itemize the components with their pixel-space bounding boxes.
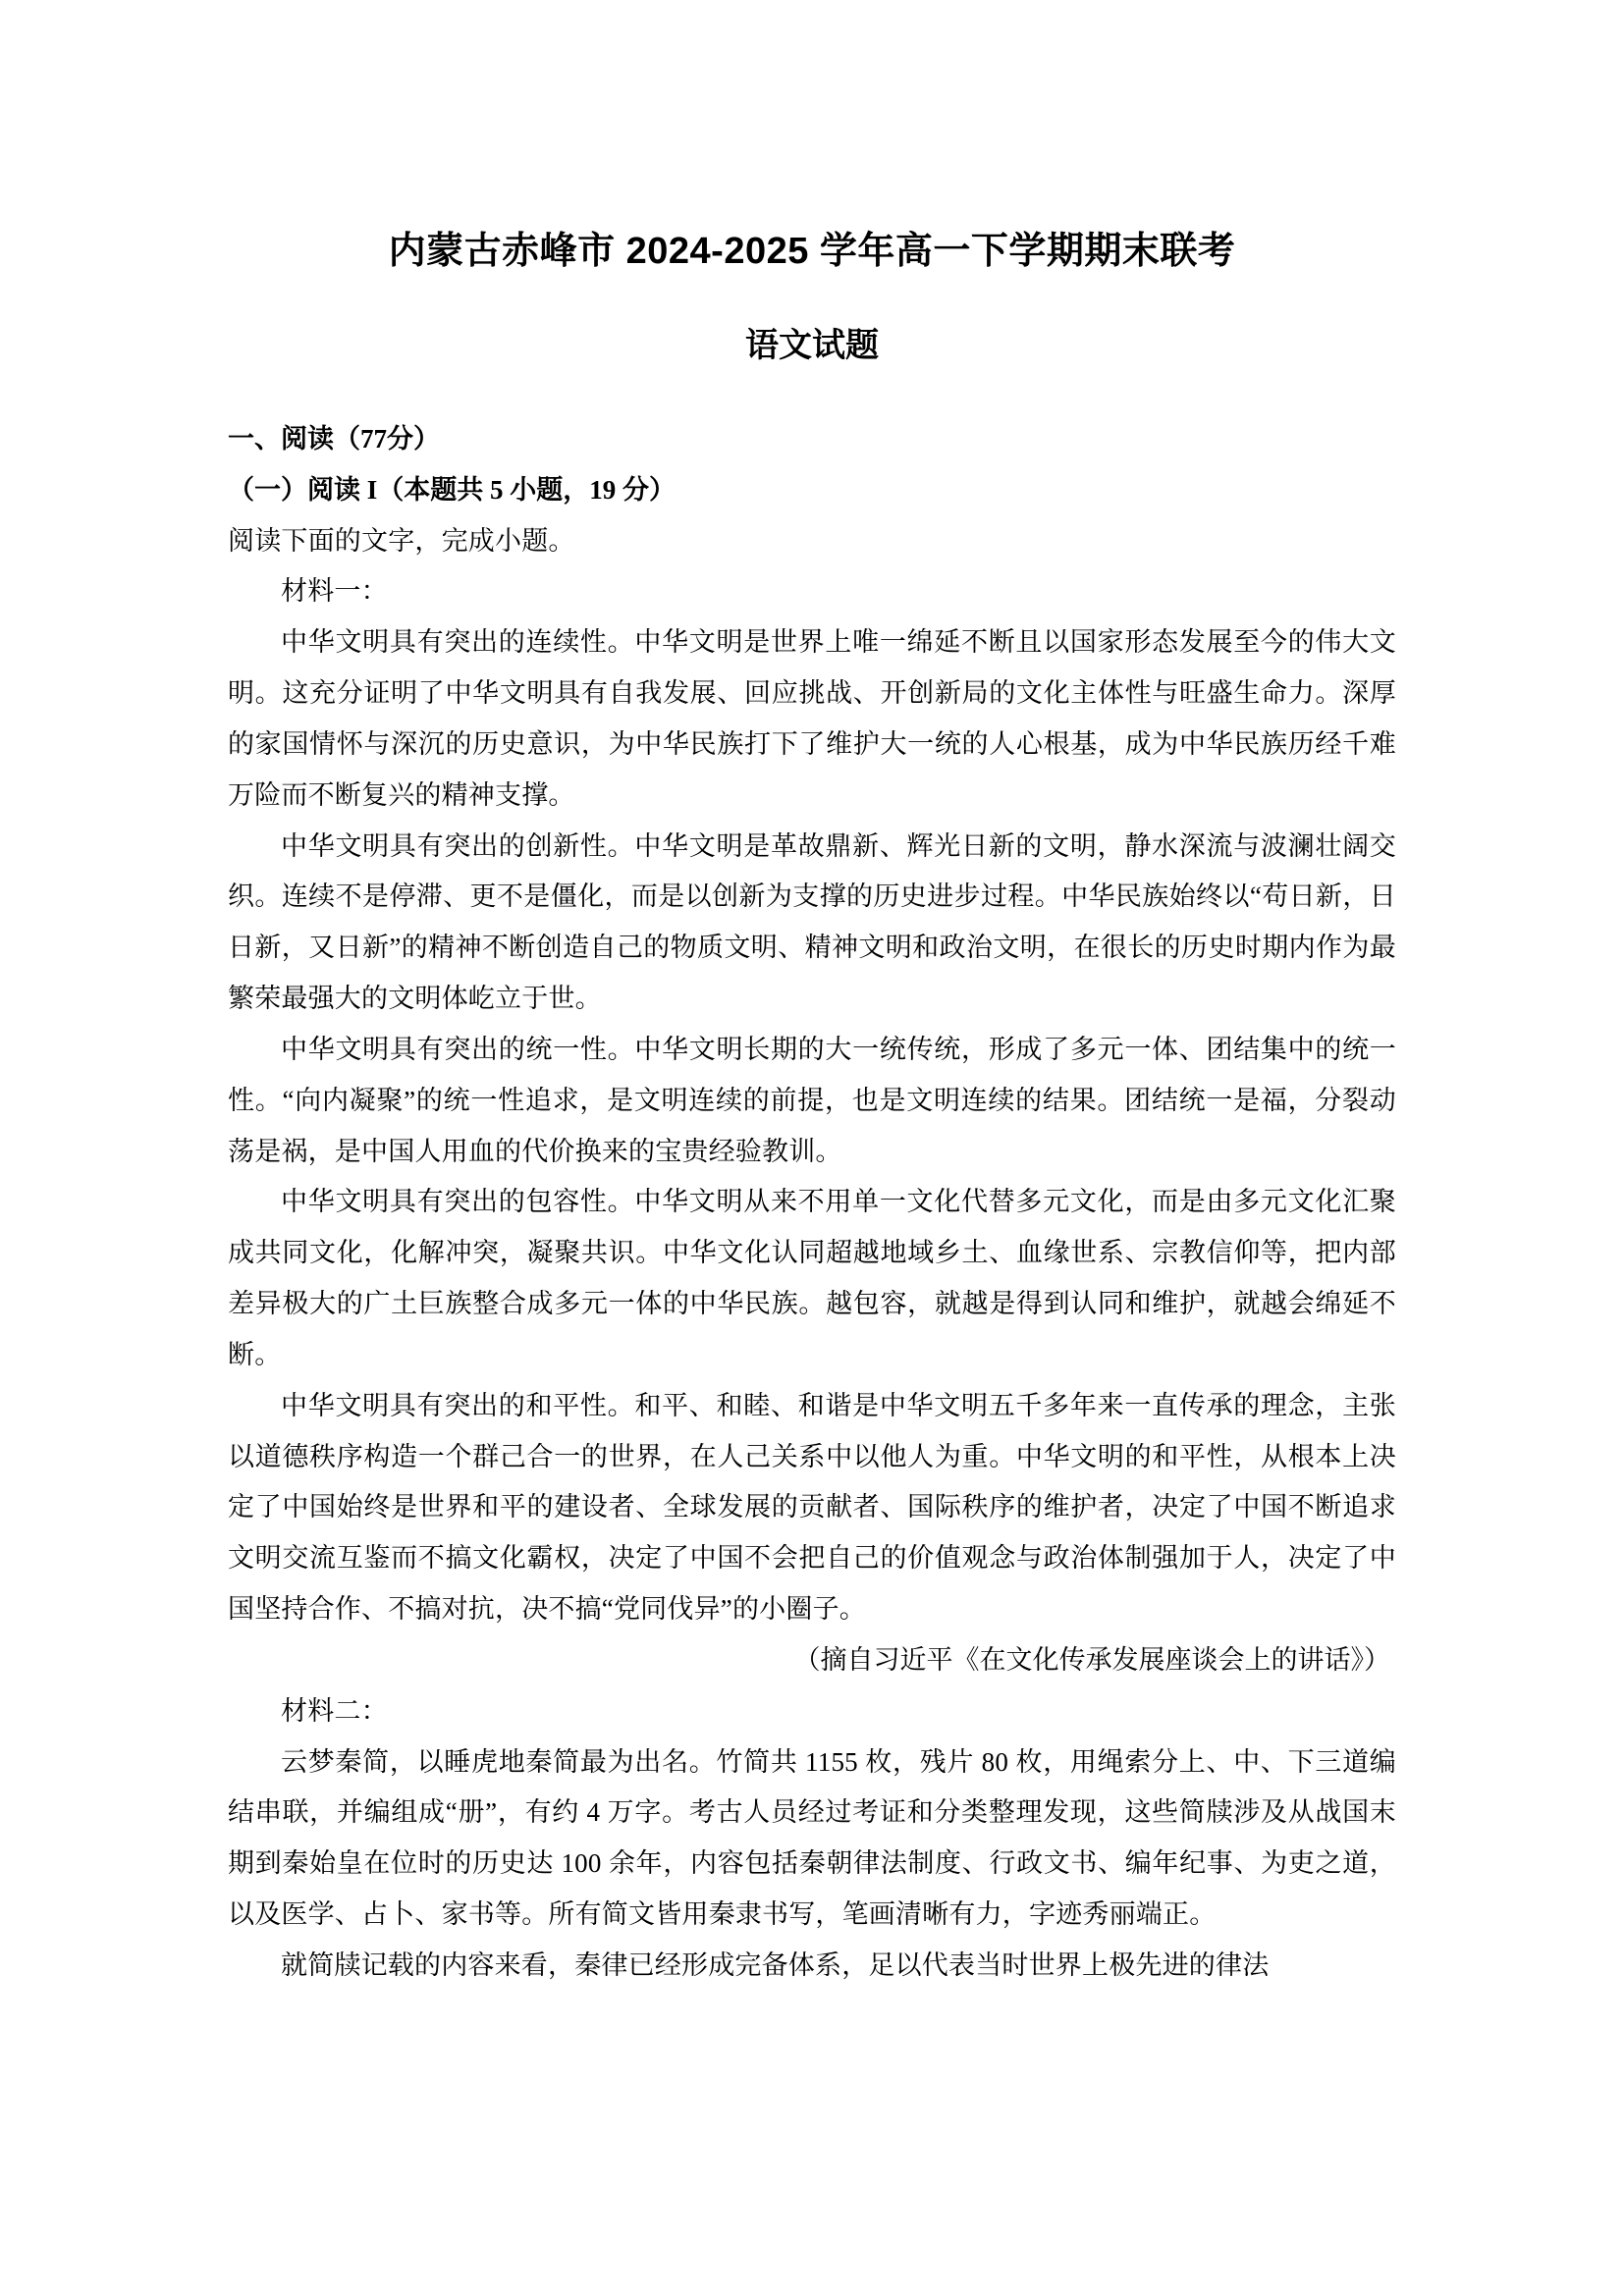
material-one-label: 材料一： [281,576,388,607]
subsection-heading-reading-one: （一）阅读 I（本题共 5 小题，19 分） [228,474,677,505]
page-content [228,0,1396,1992]
material-one-paragraph-1: 中华文明具有突出的连续性。中华文明是世界上唯一绵延不断且以国家形态发展至今的伟大文明。这充分证明了中华文明具有自我发展、回应挑战、开创新局的文化主体性与旺盛生命力。深厚的家国情怀与深沉的历史意识，为中华民族打下了维护大一统的人心根基，成为中华民族历经千难万险而不断复兴的精神支撑。 [228,627,1396,810]
material-two-label: 材料二： [281,1695,388,1726]
material-one-paragraph-5: 中华文明具有突出的和平性。和平、和睦、和谐是中华文明五千多年来一直传承的理念，主张以道德秩序构造一个群己合一的世界，在人己关系中以他人为重。中华文明的和平性，从根本上决定了中国始终是世界和平的建设者、全球发展的贡献者、国际秩序的维护者，决定了中国不断追求文明交流互鉴而不搞文化霸权，决定了中国不会把自己的价值观念与政治体制强加于人，决定了中国坚持合作、不搞对抗，决不搞“党同伐异”的小圈子。 [228,1390,1396,1625]
material-one-paragraph-2: 中华文明具有突出的创新性。中华文明是革故鼎新、辉光日新的文明，静水深流与波澜壮阔交织。连续不是停滞、更不是僵化，而是以创新为支撑的历史进步过程。中华民族始终以“苟日新，日日新，又日新”的精神不断创造自己的物质文明、精神文明和政治文明，在很长的历史时期内作为最繁荣最强大的文明体屹立于世。 [228,830,1396,1014]
material-two-paragraph-2: 就简牍记载的内容来看，秦律已经形成完备体系，足以代表当时世界上极先进的律法 [281,1949,1270,1980]
page-subtitle: 语文试题 [745,328,879,364]
material-one-paragraph-3: 中华文明具有突出的统一性。中华文明长期的大一统传统，形成了多元一体、团结集中的统一性。“向内凝聚”的统一性追求，是文明连续的前提，也是文明连续的结果。团结统一是福，分裂动荡是祸，是中国人用血的代价换来的宝贵经验教训。 [228,1034,1396,1166]
material-one-citation: （摘自习近平《在文化传承发展座谈会上的讲话》） [793,1644,1390,1675]
section-heading-reading: 一、阅读（77分） [228,424,440,454]
material-one-paragraph-4: 中华文明具有突出的包容性。中华文明从来不用单一文化代替多元文化，而是由多元文化汇聚成共同文化，化解冲突，凝聚共识。中华文化认同超越地域乡土、血缘世系、宗教信仰等，把内部差异极大的广土巨族整合成多元一体的中华民族。越包容，就越是得到认同和维护，就越会绵延不断。 [228,1187,1396,1369]
page-title: 内蒙古赤峰市 2024-2025 学年高一下学期期末联考 [388,231,1236,272]
material-two-paragraph-1: 云梦秦简，以睡虎地秦简最为出名。竹简共 1155 枚，残片 80 枚，用绳索分上、中、下三道编结串联，并编组成“册”，有约 4 万字。考古人员经过考证和分类整理发现，这些简牍涉及从战国末期到秦始皇在位时的历史达 100 余年，内容包括秦朝律法制度、行政文书、编年纪事、为吏之道，以及医学、占卜、家书等。所有简文皆用秦隶书写，笔画清晰有力，字迹秀丽端正。 [228,1746,1396,1930]
instruction-text: 阅读下面的文字，完成小题。 [228,525,575,556]
